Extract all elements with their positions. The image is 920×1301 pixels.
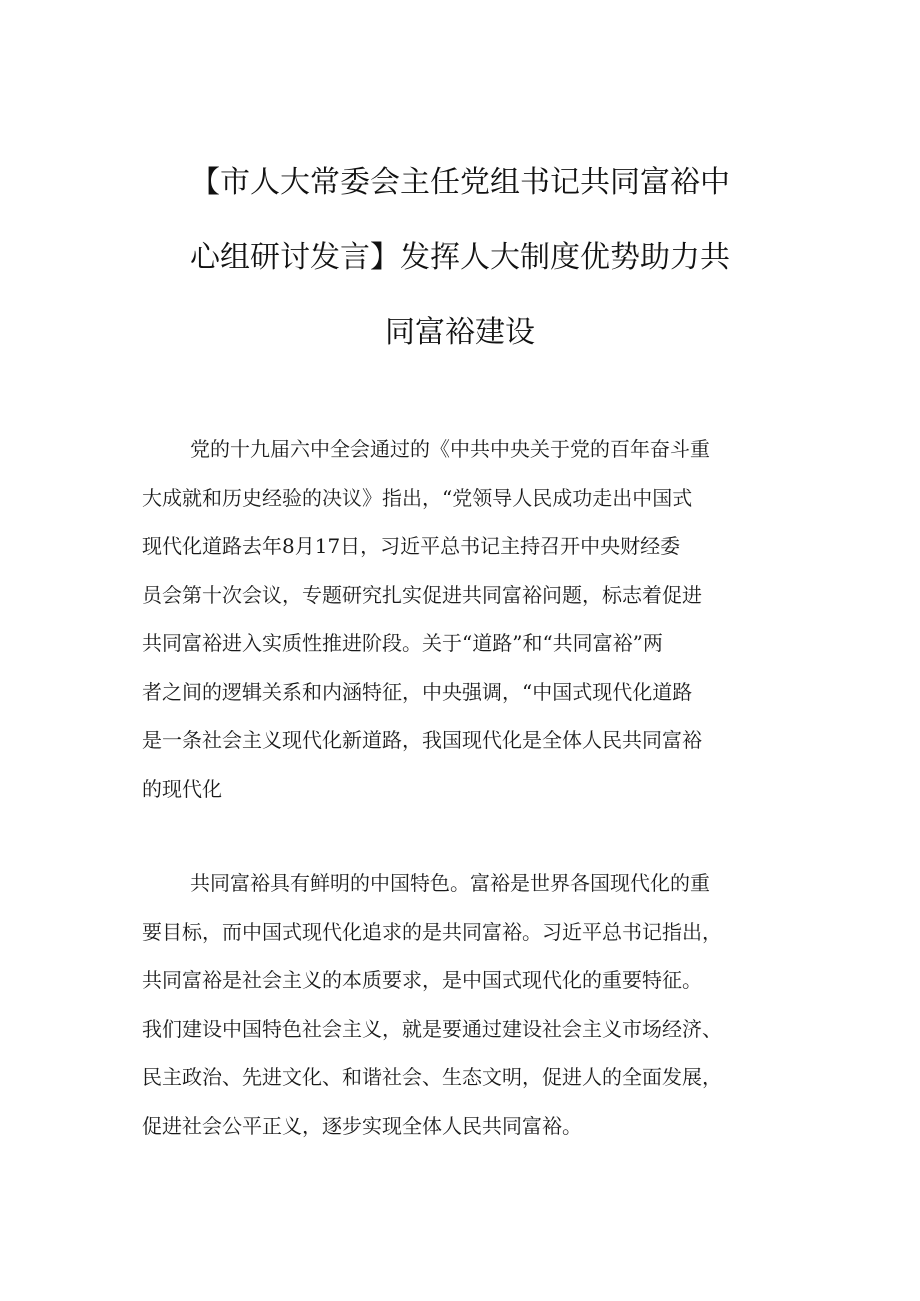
paragraph-line: 促进社会公平正义，逐步实现全体人民共同富裕。 — [142, 1113, 582, 1138]
document-title — [140, 145, 780, 370]
paragraph-line: 共同富裕是社会主义的本质要求，是中国式现代化的重要特征。 — [142, 968, 702, 992]
title-line: 心组研讨发言】发挥人大制度优势助力共 — [190, 240, 730, 275]
paragraph-line: 共同富裕进入实质性推进阶段。关于“道路”和“共同富裕”两 — [142, 631, 663, 655]
paragraph-line: 员会第十次会议，专题研究扎实促进共同富裕问题，标志着促进 — [142, 582, 702, 607]
paragraph-line: 共同富裕具有鲜明的中国特色。富裕是世界各国现代化的重 — [190, 871, 710, 895]
paragraph-line: 党的十九届六中全会通过的《中共中央关于党的百年奋斗重 — [190, 437, 710, 461]
paragraph-line: 大成就和历史经验的决议》指出，“党领导人民成功走出中国式 — [142, 485, 693, 510]
title-line: 同富裕建设 — [385, 315, 535, 350]
title-line: 【市人大常委会主任党组书记共同富裕中 — [190, 165, 730, 200]
paragraph-line: 是一条社会主义现代化新道路，我国现代化是全体人民共同富裕 — [142, 728, 702, 752]
body-paragraph-2 — [142, 859, 782, 1150]
paragraph-line: 的现代化 — [142, 776, 222, 801]
paragraph-line: 要目标，而中国式现代化追求的是共同富裕。习近平总书记指出， — [142, 919, 722, 944]
paragraph-line: 民主政治、先进文化、和谐社会、生态文明，促进人的全面发展， — [142, 1065, 722, 1089]
paragraph-line: 者之间的逻辑关系和内涵特征，中央强调，“中国式现代化道路 — [142, 679, 693, 704]
paragraph-line: 我们建设中国特色社会主义，就是要通过建设社会主义市场经济、 — [142, 1016, 722, 1041]
body-paragraph-1 — [142, 425, 782, 813]
paragraph-line: 现代化道路去年8月17日，习近平总书记主持召开中央财经委 — [142, 534, 681, 558]
